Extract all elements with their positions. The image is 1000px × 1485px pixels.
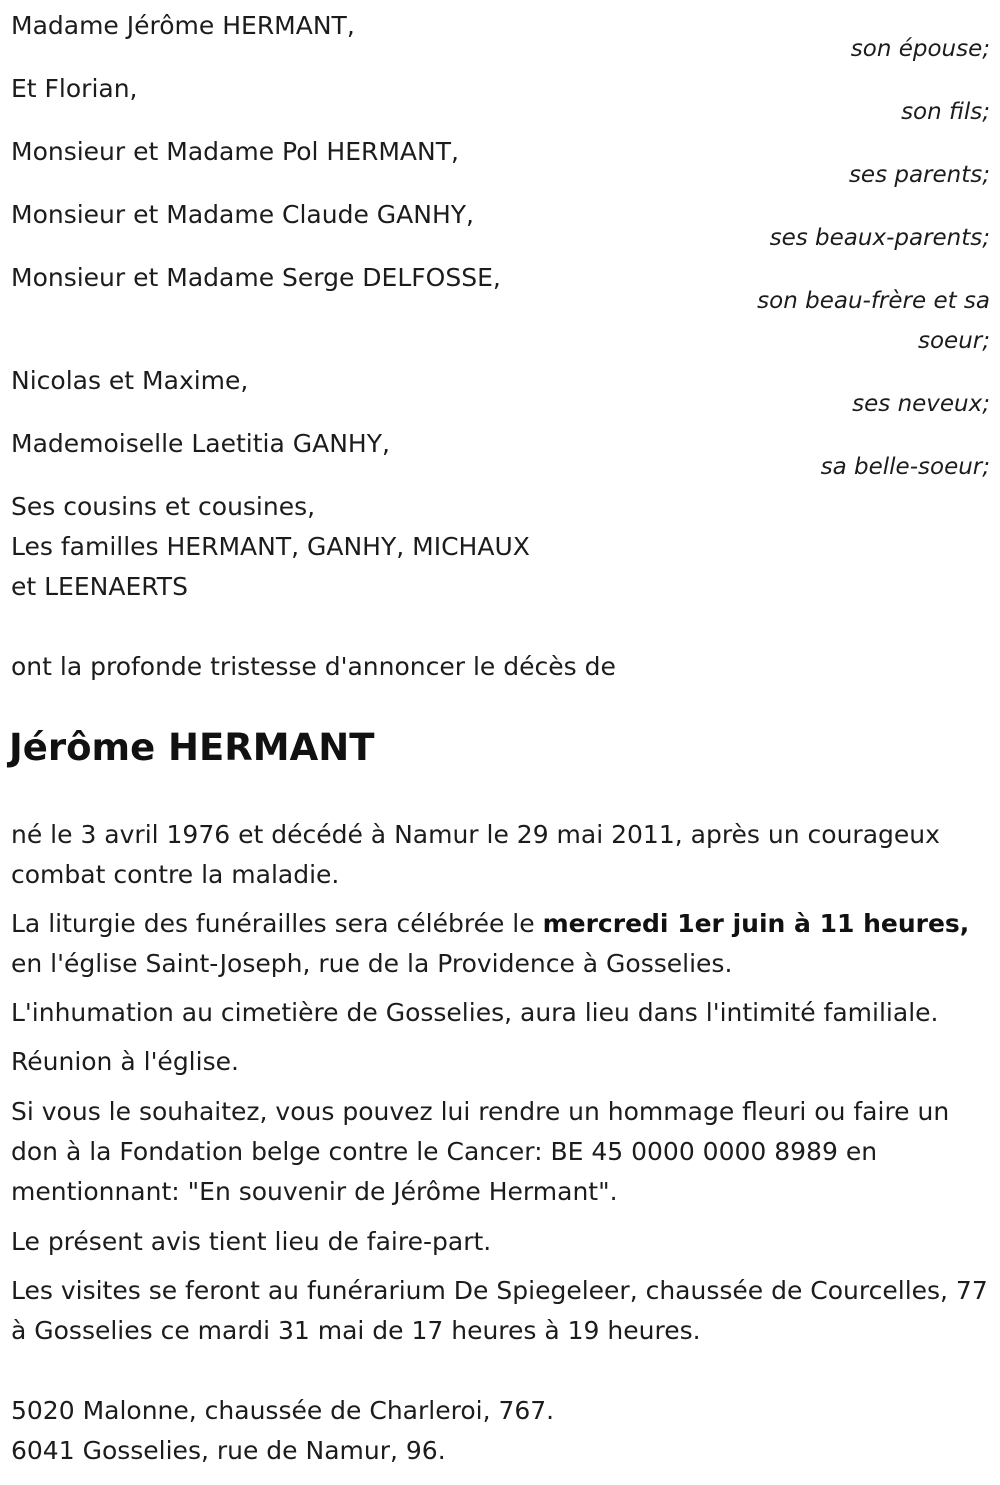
extended-family-line: Ses cousins et cousines, [11,492,316,521]
family-name: Madame Jérôme HERMANT, [11,11,355,40]
visits-paragraph [11,1271,996,1351]
birth-death-text: né le 3 avril 1976 et décédé à Namur le 29 mai 2011, après un courageux combat contre la maladie. [11,820,940,889]
extended-family-line: Les familles HERMANT, GANHY, MICHAUX [11,532,530,561]
family-relation: ses beaux-parents; [769,225,990,251]
birth-death-paragraph [11,815,996,895]
family-relation: ses parents; [848,162,990,188]
family-relation: soeur; [918,328,990,354]
donation-text: Si vous le souhaitez, vous pouvez lui rendre un hommage fleuri ou faire un don à la Fondation belge contre le Cancer: BE 45 0000 0000 8989 en mentionnant: "En souvenir de Jérôme Hermant". [11,1097,950,1206]
burial-paragraph [11,993,996,1033]
visits-text: Les visites se feront au funérarium De Spiegeleer, chaussée de Courcelles, 77 à Gosselies ce mardi 31 mai de 17 heures à 19 heures. [11,1276,988,1345]
liturgy-date: mercredi 1er juin à 11 heures, [542,909,970,938]
liturgy-paragraph [11,904,996,984]
liturgy-text [11,904,996,984]
family-relation: sa belle-soeur; [820,454,990,480]
deceased-name: Jérôme HERMANT [9,726,375,769]
donation-paragraph [11,1092,996,1212]
notice-text: Le présent avis tient lieu de faire-part. [11,1227,492,1256]
burial-text: L'inhumation au cimetière de Gosselies, aura lieu dans l'intimité familiale. [11,998,939,1027]
announcement-text: ont la profonde tristesse d'annoncer le décès de [11,652,616,681]
liturgy-before: La liturgie des funérailles sera célébrée le [11,909,543,938]
family-name: Monsieur et Madame Claude GANHY, [11,200,474,229]
family-relation: son beau-frère et sa [757,288,990,314]
family-relation: son épouse; [850,36,990,62]
family-relation: son fils; [901,99,990,125]
meeting-paragraph [11,1042,996,1082]
family-name: Monsieur et Madame Serge DELFOSSE, [11,263,501,292]
family-name: Monsieur et Madame Pol HERMANT, [11,137,459,166]
liturgy-after: en l'église Saint-Joseph, rue de la Providence à Gosselies. [11,949,733,978]
extended-family-line: et LEENAERTS [11,572,188,601]
notice-paragraph [11,1222,996,1262]
family-relation: ses neveux; [852,391,990,417]
family-name: Mademoiselle Laetitia GANHY, [11,429,390,458]
family-name: Nicolas et Maxime, [11,366,249,395]
meeting-text: Réunion à l'église. [11,1047,239,1076]
family-name: Et Florian, [11,74,138,103]
address-line: 6041 Gosselies, rue de Namur, 96. [11,1436,446,1465]
address-line: 5020 Malonne, chaussée de Charleroi, 767. [11,1396,555,1425]
